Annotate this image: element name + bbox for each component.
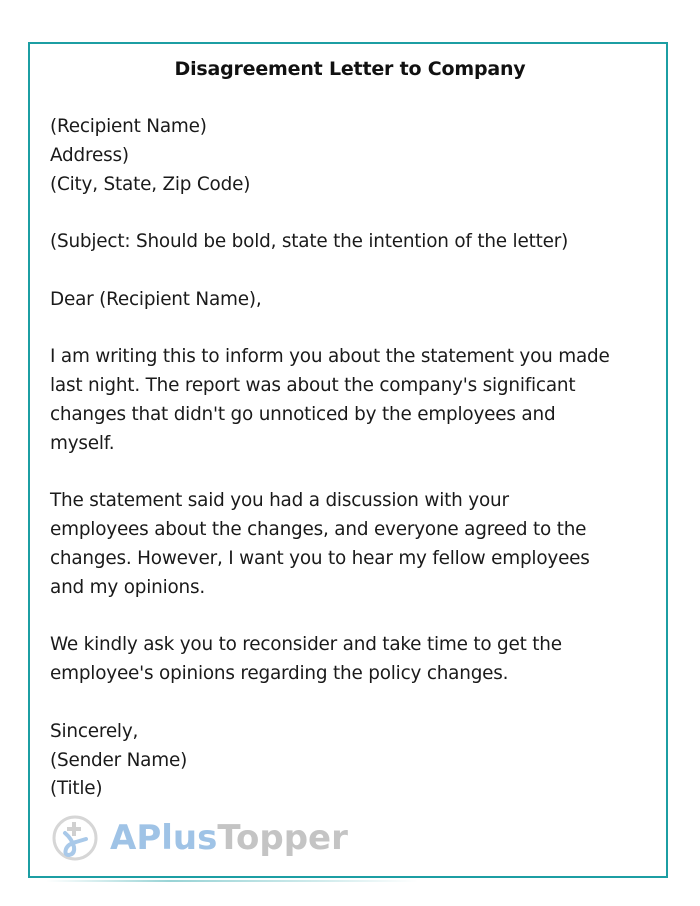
recipient-name: (Recipient Name) xyxy=(50,116,207,137)
recipient-address: Address) xyxy=(50,144,129,166)
paragraph-line: changes that didn't go unnoticed by the employees and xyxy=(50,403,556,425)
paragraph-line: and my opinions. xyxy=(50,576,206,598)
paragraph-line: last night. The report was about the company's significant xyxy=(50,375,576,397)
paragraph-2 xyxy=(50,487,660,602)
closing-phrase: Sincerely, xyxy=(50,720,139,742)
paragraph-1 xyxy=(50,343,660,458)
closing-block xyxy=(50,718,660,804)
salutation xyxy=(50,286,660,315)
recipient-city-state-zip: (City, State, Zip Code) xyxy=(50,173,251,195)
paragraph-3 xyxy=(50,631,660,689)
watermark-brand-part2: Topper xyxy=(217,818,348,858)
watermark-brand-part1: APlus xyxy=(110,818,218,858)
paragraph-line: myself. xyxy=(50,432,115,454)
page-title: Disagreement Letter to Company xyxy=(174,58,526,80)
paragraph-line: We kindly ask you to reconsider and take time to get the xyxy=(50,634,562,656)
sender-title: (Title) xyxy=(50,778,103,800)
recipient-block xyxy=(50,113,660,199)
paragraph-line: employees about the changes, and everyone agreed to the xyxy=(50,519,587,541)
subject-text: (Subject: Should be bold, state the intention of the letter) xyxy=(50,231,569,253)
subject-line xyxy=(50,228,660,257)
paragraph-line: changes. However, I want you to hear my fellow employees xyxy=(50,547,590,569)
letter-body xyxy=(50,113,660,833)
paragraph-line: employee's opinions regarding the policy changes. xyxy=(50,663,509,685)
salutation-text: Dear (Recipient Name), xyxy=(50,288,262,310)
paragraph-line: The statement said you had a discussion with your xyxy=(50,490,509,512)
sender-name: (Sender Name) xyxy=(50,749,188,771)
paragraph-line: I am writing this to inform you about the statement you made xyxy=(50,346,610,368)
